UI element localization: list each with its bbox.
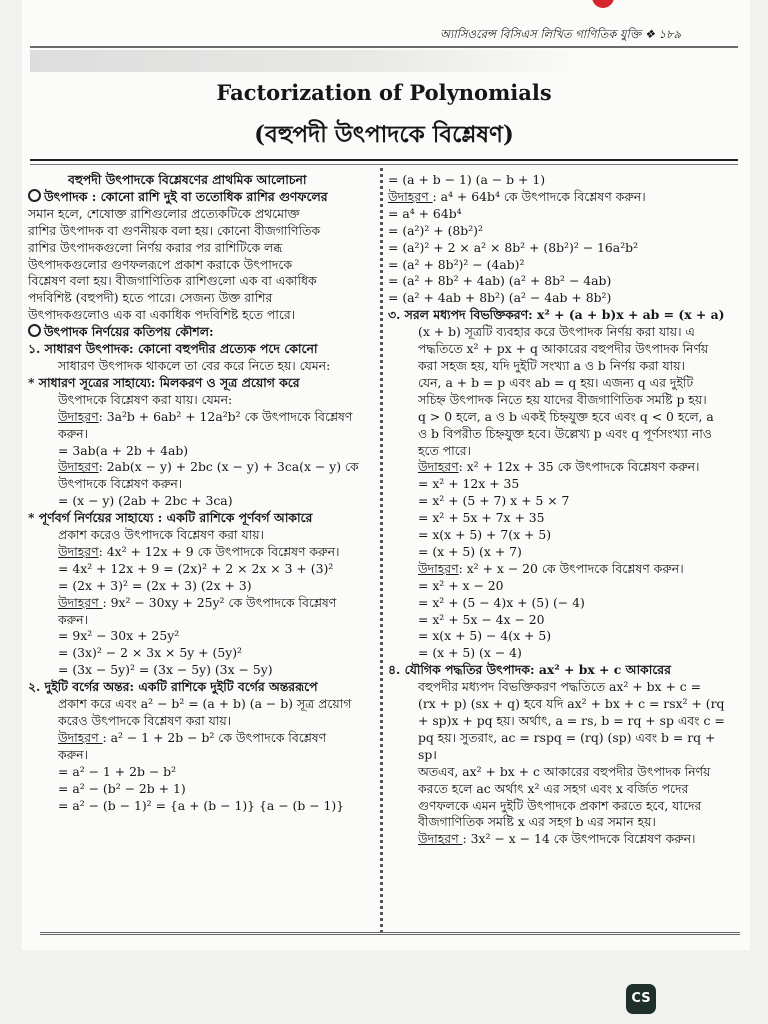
left-text-line: = a² − 1 + 2b − b² bbox=[58, 763, 177, 779]
right-text-line: = x² + (5 + 7) x + 5 × 7 bbox=[418, 493, 570, 509]
left-text-line: করুন। bbox=[58, 425, 89, 441]
left-text-line: উৎপাদকগুলোও এক বা একাধিক পদবিশিষ্ট হতে পারে। bbox=[28, 307, 296, 323]
left-column bbox=[28, 172, 376, 814]
left-text-line: * পূর্ণবর্গ নির্ণয়ের সাহায্যে : একটি রাশিকে পূর্ণবর্গ আকারে bbox=[28, 510, 313, 526]
left-text-line: = 3ab(a + 2b + 4ab) bbox=[58, 442, 189, 458]
left-bullet-row bbox=[28, 324, 376, 341]
title-rule-thin bbox=[30, 164, 738, 165]
left-text-line: রাশির উৎপাদকগুলো নির্ণয় করার পর রাশিটিকে লব্ধ bbox=[28, 239, 283, 255]
right-text-line: অতএব, ax² + bx + c আকারের বহুপদীর উৎপাদক নির্ণয় bbox=[418, 763, 711, 779]
right-column bbox=[388, 172, 738, 848]
left-bullet-row bbox=[28, 189, 376, 206]
right-text-line: = x² + 5x − 4x − 20 bbox=[418, 611, 545, 627]
left-text-line: = (3x − 5y)² = (3x − 5y) (3x − 5y) bbox=[58, 662, 273, 678]
left-text-line: সমান হলে, শেষোক্ত রাশিগুলোর প্রত্যেকটিকে প্রথমোক্ত bbox=[28, 205, 300, 221]
bullet-circle-icon bbox=[28, 324, 41, 337]
running-header: অ্যাসিওরেন্স বিসিএস লিখিত গাণিতিক যুক্তি ❖ ১৮৯ bbox=[440, 27, 682, 41]
right-text-line: পদ্ধতিতে x² + px + q আকারের বহুপদীর উৎপাদক নির্ণয় bbox=[418, 341, 709, 357]
left-text-line: উৎপাদক নির্ণয়ের কতিপয় কৌশল: bbox=[44, 324, 214, 340]
right-text-line: = a⁴ + 64b⁴ bbox=[388, 205, 462, 221]
right-text-line: = x(x + 5) + 7(x + 5) bbox=[418, 527, 552, 543]
left-text-line: করুন। bbox=[58, 746, 89, 762]
right-text-line: = (a²)² + (8b²)² bbox=[388, 222, 483, 238]
right-text-line: = (x + 5) (x + 7) bbox=[418, 543, 522, 559]
right-text-line: = x² + (5 − 4)x + (5) (− 4) bbox=[418, 594, 585, 610]
right-text-line: = (a² + 8b²)² − (4ab)² bbox=[388, 256, 525, 272]
bullet-circle-icon bbox=[28, 189, 41, 202]
chapter-title-bn: (বহুপদী উৎপাদকে বিশ্লেষণ) bbox=[254, 121, 514, 148]
left-text-line: সাধারণ উৎপাদক থাকলে তা বের করে নিতে হয়। যেমন: bbox=[58, 357, 331, 373]
left-text-line: উদাহরণ: 4x² + 12x + 9 কে উৎপাদকে বিশ্লেষণ করুন। bbox=[58, 543, 340, 559]
chapter-title-en: Factorization of Polynomials bbox=[216, 80, 552, 105]
right-text-line: = x² + 5x + 7x + 35 bbox=[418, 510, 545, 526]
right-text-line: গুণফলকে এমন দুইটি উৎপাদকে প্রকাশ করতে হবে, যাদের bbox=[418, 797, 702, 813]
left-text-line: উদাহরণ: 2ab(x − y) + 2bc (x − y) + 3ca(x − y) কে bbox=[58, 459, 359, 475]
left-text-line: = 4x² + 12x + 9 = (2x)² + 2 × 2x × 3 + (3)² bbox=[58, 560, 334, 576]
header-divider bbox=[30, 46, 738, 48]
left-text-line: * সাধারণ সূত্রের সাহায্যে: মিলকরণ ও সূত্র প্রয়োগ করে bbox=[28, 374, 300, 390]
left-text-line: = a² − (b² − 2b + 1) bbox=[58, 780, 186, 796]
right-text-line: বহুপদীর মধ্যপদ বিভক্তিকরণ পদ্ধতিতে ax² + bx + c = bbox=[418, 679, 702, 695]
right-text-line: = x² + 12x + 35 bbox=[418, 476, 520, 492]
left-text-line: প্রকাশ করেও উৎপাদকে বিশ্লেষণ করা যায়। bbox=[58, 527, 264, 543]
left-text-line: করেও উৎপাদকে বিশ্লেষণ করা যায়। bbox=[58, 713, 232, 728]
left-text-line: উৎপাদকে বিশ্লেষণ করা যায়। যেমন: bbox=[58, 391, 233, 407]
left-text-line: উদাহরণ: 3a²b + 6ab² + 12a²b² কে উৎপাদকে বিশ্লেষণ bbox=[58, 408, 353, 424]
left-text-line: পদবিশিষ্ট (বহুপদী) হতে পারে। সেজন্য উক্ত রাশির bbox=[28, 290, 273, 306]
camscanner-badge-icon[interactable]: CS bbox=[626, 984, 656, 1014]
left-text-line: উদাহরণ : a² − 1 + 2b − b² কে উৎপাদকে বিশ্লেষণ bbox=[58, 729, 327, 745]
right-text-line: = x(x + 5) − 4(x + 5) bbox=[418, 628, 552, 644]
right-text-line: q > 0 হলে, a ও b একই চিহ্নযুক্ত হবে এবং q < 0 হলে, a bbox=[418, 408, 714, 424]
left-text-line: বহুপদী উৎপাদকে বিশ্লেষণের প্রাথমিক আলোচনা bbox=[68, 172, 307, 187]
right-text-line: pq হয়। সুতরাং, ac = rspq = (rq) (sp) এবং b = rq + bbox=[418, 729, 716, 745]
right-text-line: উদাহরণ : a⁴ + 64b⁴ কে উৎপাদকে বিশ্লেষণ করুন। bbox=[388, 188, 646, 204]
right-text-line: + sp)x + pq হয়। অর্থাৎ, a = rs, b = rq + sp এবং c = bbox=[418, 713, 725, 728]
right-text-line: সচিহ্ন উৎপাদক নিতে হয় যাদের বীজগাণিতিক সমষ্টি p হয়। bbox=[418, 391, 707, 407]
right-text-line: = (a + b − 1) (a − b + 1) bbox=[388, 172, 546, 187]
footer-rule bbox=[40, 932, 740, 935]
right-text-line: উদাহরণ : 3x² − x − 14 কে উৎপাদকে বিশ্লেষণ করুন। bbox=[418, 831, 696, 847]
left-text-line: বিশ্লেষণ বলা হয়। বীজগাণিতিক রাশিগুলো এক বা একাধিক bbox=[28, 273, 317, 289]
left-text-line: প্রকাশ করে এবং a² − b² = (a + b) (a − b) সূত্র প্রয়োগ bbox=[58, 696, 352, 712]
left-text-line: করুন। bbox=[58, 611, 89, 627]
right-text-line: যেন, a + b = p এবং ab = q হয়। এজন্য q এর দুইটি bbox=[418, 374, 694, 390]
right-text-line: ৩. সরল মধ্যপদ বিভক্তিকরণ: x² + (a + b)x + ab = (x + a) bbox=[388, 307, 725, 323]
left-text-line: = (2x + 3)² = (2x + 3) (2x + 3) bbox=[58, 577, 252, 593]
left-text-line: ১. সাধারণ উৎপাদক: কোনো বহুপদীর প্রত্যেক পদে কোনো bbox=[28, 341, 318, 357]
right-text-line: sp। bbox=[418, 746, 437, 762]
left-text-line: রাশির উৎপাদক বা গুণনীয়ক বলা হয়। কোনো বীজগাণিতিক bbox=[28, 222, 321, 238]
left-text-line: ২. দুইটি বর্গের অন্তর: একটি রাশিকে দুইটি বর্গের অন্তররূপে bbox=[28, 679, 318, 695]
left-text-line: উদাহরণ : 9x² − 30xy + 25y² কে উৎপাদকে বিশ্লেষণ bbox=[58, 594, 337, 610]
right-text-line: উদাহরণ: x² + 12x + 35 কে উৎপাদকে বিশ্লেষণ করুন। bbox=[418, 459, 700, 475]
right-text-line: = (x + 5) (x − 4) bbox=[418, 645, 522, 661]
left-text-line: উৎপাদক : কোনো রাশি দুই বা ততোধিক রাশির গুণফলের bbox=[44, 188, 328, 204]
right-text-line: (rx + p) (sx + q) হবে যদি ax² + bx + c = rsx² + (rq bbox=[418, 696, 725, 712]
left-text-line: উৎপাদকে বিশ্লেষণ করুন। bbox=[58, 476, 183, 492]
right-text-line: করতে হলে ac অর্থাৎ x² এর সহগ এবং x বর্জিত পদের bbox=[418, 780, 689, 796]
left-text-line: = (3x)² − 2 × 3x × 5y + (5y)² bbox=[58, 645, 243, 661]
left-text-line: = (x − y) (2ab + 2bc + 3ca) bbox=[58, 493, 233, 509]
header-shade bbox=[30, 50, 590, 72]
right-text-line: = (a² + 4ab + 8b²) (a² − 4ab + 8b²) bbox=[388, 290, 612, 306]
right-text-line: = (a² + 8b² + 4ab) (a² + 8b² − 4ab) bbox=[388, 273, 612, 289]
right-text-line: উদাহরণ: x² + x − 20 কে উৎপাদকে বিশ্লেষণ করুন। bbox=[418, 560, 684, 576]
right-text-line: = x² + x − 20 bbox=[418, 577, 504, 593]
right-text-line: ৪. যৌগিক পদ্ধতির উৎপাদক: ax² + bx + c আকারের bbox=[388, 662, 671, 678]
right-text-line: বীজগাণিতিক সমষ্টি x এর সহগ b এর সমান হয়। bbox=[418, 814, 656, 830]
right-text-line: (x + b) সূত্রটি ব্যবহার করে উৎপাদক নির্ণয় করা যায়। এ bbox=[418, 324, 695, 340]
left-text-line: = 9x² − 30x + 25y² bbox=[58, 628, 180, 644]
right-text-line: হতে পারে। bbox=[418, 442, 471, 458]
left-text-line: উৎপাদকগুলোর গুণফলরূপে প্রকাশ করাকে উৎপাদকে bbox=[28, 256, 293, 272]
column-separator bbox=[380, 168, 383, 933]
right-text-line: ও b বিপরীত চিহ্নযুক্ত হবে। উল্লেখ্য p এবং q পূর্ণসংখ্যা নাও bbox=[418, 425, 712, 441]
right-text-line: = (a²)² + 2 × a² × 8b² + (8b²)² − 16a²b² bbox=[388, 239, 639, 255]
left-text-line: = a² − (b − 1)² = {a + (b − 1)} {a − (b − 1)} bbox=[58, 797, 345, 813]
title-rule bbox=[30, 159, 738, 161]
right-text-line: করা সহজ হয়, যদি দুইটি সংখ্যা a ও b নির্ণয় করা যায়। bbox=[418, 357, 685, 373]
